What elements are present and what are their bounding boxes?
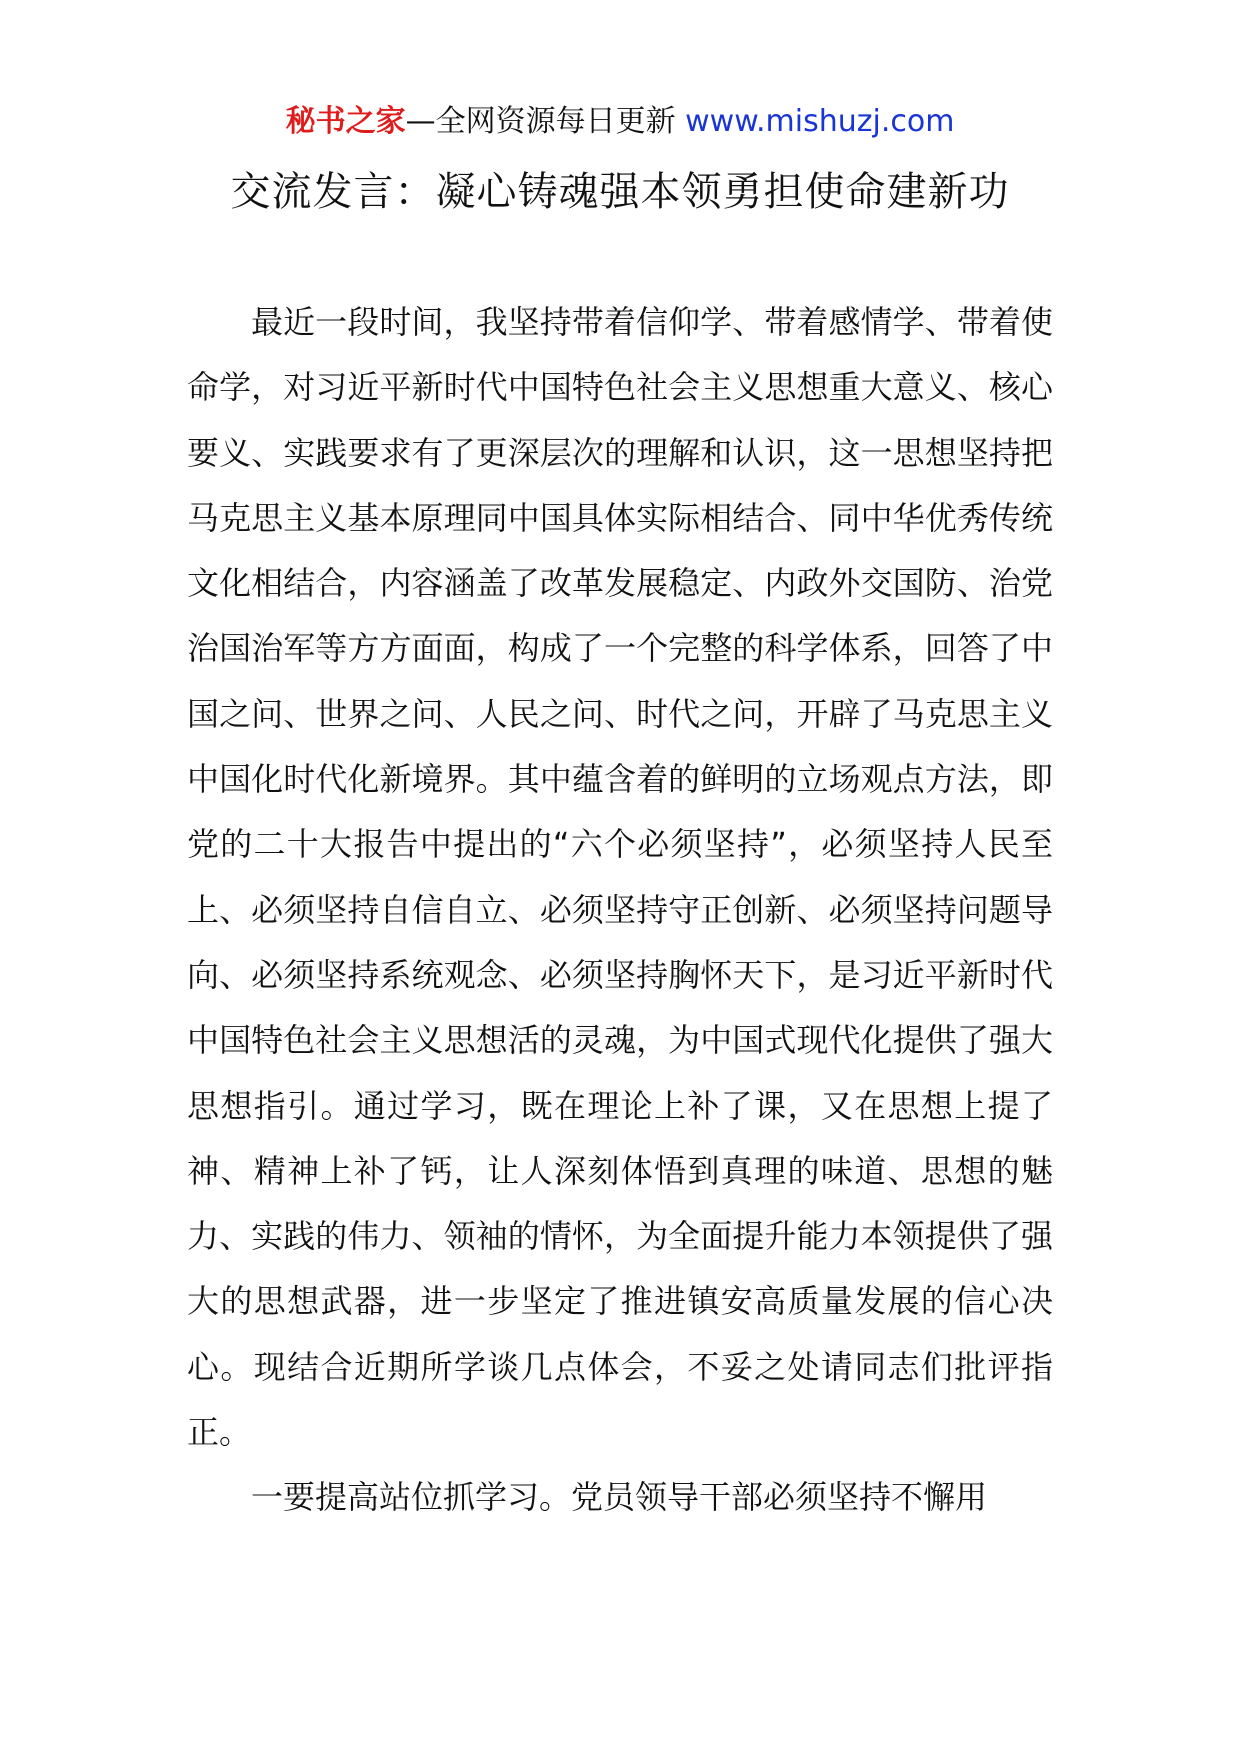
site-header xyxy=(0,100,1240,144)
site-slogan: —全网资源每日更新 xyxy=(405,104,676,139)
body-paragraph: 最近一段时间，我坚持带着信仰学、带着感情学、带着使命学，对习近平新时代中国特色社会主义思想重大意义、核心要义、实践要求有了更深层次的理解和认识，这一思想坚持把马克思主义基本原理同中国具体实际相结合、同中华优秀传统文化相结合，内容涵盖了改革发展稳定、内政外交国防、治党治国治军等方方面面，构成了一个完整的科学体系，回答了中国之问、世界之问、人民之问、时代之问，开辟了马克思主义中国化时代化新境界。其中蕴含着的鲜明的立场观点方法，即党的二十大报告中提出的“六个必须坚持”，必须坚持人民至上、必须坚持自信自立、必须坚持守正创新、必须坚持问题导向、必须坚持系统观念、必须坚持胸怀天下，是习近平新时代中国特色社会主义思想活的灵魂，为中国式现代化提供了强大思想指引。通过学习，既在理论上补了课，又在思想上提了神、精神上补了钙，让人深刻体悟到真理的味道、思想的魅力、实践的伟力、领袖的情怀，为全面提升能力本领提供了强大的思想武器，进一步坚定了推进镇安高质量发展的信心决心。现结合近期所学谈几点体会，不妥之处请同志们批评指正。 xyxy=(187,303,1053,1452)
document-title: 交流发言：凝心铸魂强本领勇担使命建新功 xyxy=(230,169,1010,215)
site-url-link[interactable]: www.mishuzj.com xyxy=(685,104,955,139)
document-body xyxy=(187,290,1053,1531)
site-brand: 秘书之家 xyxy=(285,104,406,139)
body-paragraph: 一要提高站位抓学习。党员领导干部必须坚持不懈用 xyxy=(251,1478,988,1517)
